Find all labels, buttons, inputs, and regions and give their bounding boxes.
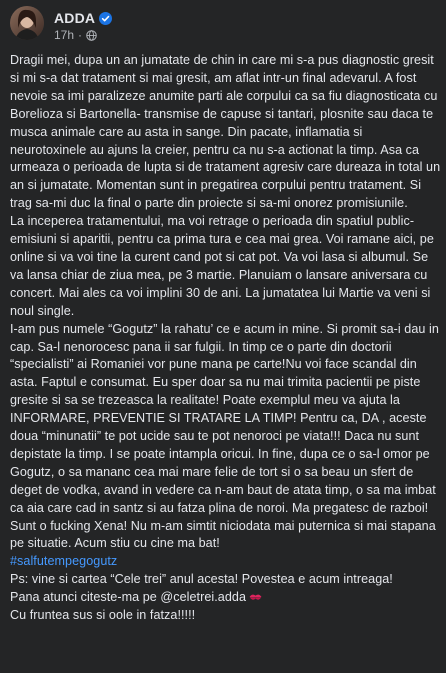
- separator-dot: ·: [78, 28, 83, 42]
- ps-line-1: Ps: vine si cartea “Cele trei” anul acesta! Povestea e acum intreaga!: [10, 572, 393, 587]
- author-name[interactable]: ADDA: [54, 10, 96, 26]
- post-meta: [54, 28, 97, 42]
- avatar[interactable]: [10, 6, 44, 40]
- verified-badge-icon: [99, 12, 112, 25]
- post-paragraph-2: La inceperea tratamentului, ma voi retrage o perioada din spatiul public- emisiuni si aparitii, pentru ca prima tura e cea mai grea. Voi ramane aici, pe online si va voi tine la curent cand pot si cat pot. Va voi lasa si albumul. Se va lansa chiar de ziua mea, pe 3 martie. Planuiam o lansare aniversara cu concert. Mai ales ca voi implini 30 de ani. La jumatatea lui Martie va veni si noul single.: [10, 214, 434, 318]
- post-paragraph-3: I-am pus numele “Gogutz” la rahatu’ ce e acum in mine. Si promit sa-i dau in cap. Sa-l nenorocesc pana ii sar fulgii. In timp ce o parte din doctorii “specialisti” ai Romaniei vor pune mana pe carte!Nu voi face scandal din asta. Faptul e consumat. Eu sper doar sa nu mai trimita pacientii pe piste gresite si sa se trezeasca la realitate! Poate exemplul meu va ajuta la INFORMARE, PREVENTIE SI TRATARE LA TIMP! Pentru ca, DA , aceste doua “minunatii” te pot ucide sau te pot nenoroci pe viata!!! Daca nu sunt depistate la timp. I se poate intampla oricui. In fine, dupa ce o sa-l omor pe Gogutz, o sa mananc cea mai mare felie de tort si o sa beau un sfert de deget de vodka, avand in vedere ca n-am baut de atata timp, o sa ma imbat ca aia care cad in santz si au fatza plina de noroi. Ma pregatesc de razboi! Sunt o fucking Xena! Nu m-am simtit niciodata mai puternica si mai stapana pe situatie. Acum stiu cu cine ma bat!: [10, 321, 439, 551]
- post-body: [10, 52, 442, 625]
- author-row: [54, 10, 112, 26]
- post-header: [10, 6, 436, 40]
- kiss-emoji-icon: [249, 590, 262, 600]
- ps-line-3: Cu fruntea sus si oole in fatza!!!!!: [10, 608, 196, 623]
- post-paragraph-1: Dragii mei, dupa un an jumatate de chin in care mi s-a pus diagnostic gresit si mi s-a dat tratament si mai gresit, am aflat intr-un final adevarul. A fost nevoie sa imi paralizeze anumite parti ale corpului ca sa fiu diagnosticata cu Borelioza si Bartonella- transmise de capuse si tantari, plosnite sau daca te musca animale care au asta in sange. Din pacate, inflamatia si neurotoxinele au ajuns la creier, pentru ca nu s-a actionat la timp. Asa ca urmeaza o perioada de lupta si de tratament agresiv care dureaza in total un an si jumatate. Momentan sunt in pregatirea corpului pentru tratament. Si trag sa-mi duc la final o parte din proiecte si sa-mi onorez promisiunile.: [10, 53, 441, 211]
- post-timestamp[interactable]: 17h: [54, 28, 75, 42]
- ps-line-2: [10, 589, 442, 607]
- globe-icon: [86, 30, 97, 41]
- ps-line-2-text: Pana atunci citeste-ma pe @celetrei.adda: [10, 590, 247, 605]
- hashtag-link[interactable]: #salfutempegogutz: [10, 554, 118, 569]
